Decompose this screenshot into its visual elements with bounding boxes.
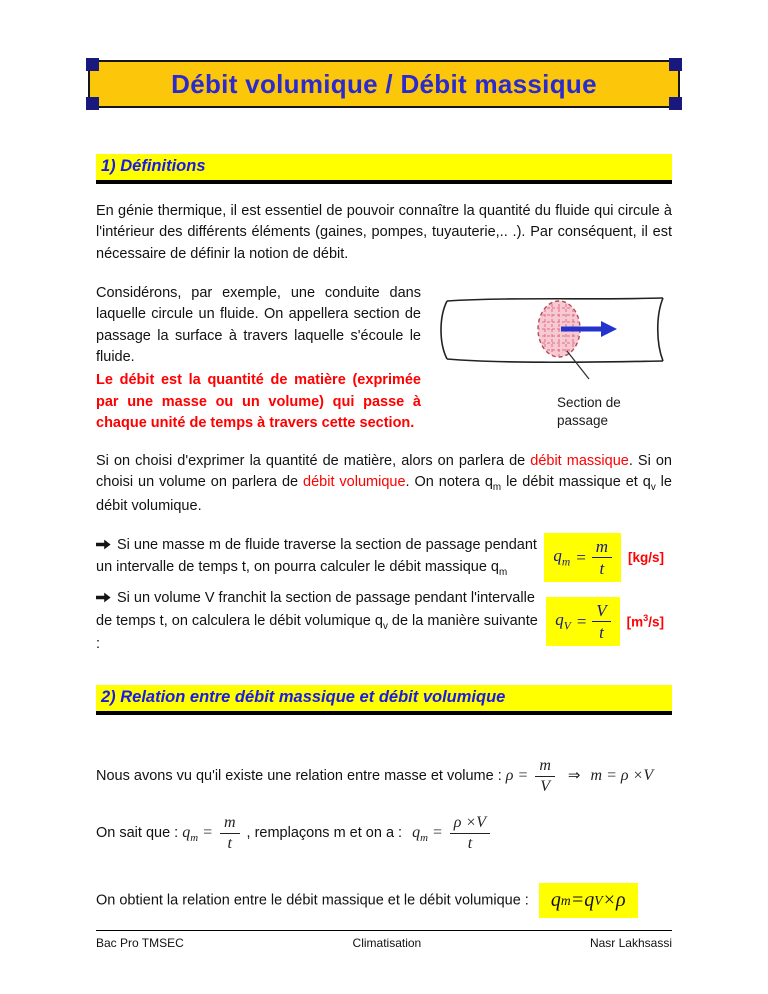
pipe-figure	[437, 283, 672, 434]
fraction: $\frac{m}{V}$	[535, 757, 555, 796]
final-formula-box: q m = q V × ρ	[539, 883, 638, 918]
text-segment: Si on choisi d'exprimer la quantité de matière, alors on parlera de	[96, 453, 531, 470]
formula-lhs: $q_m$	[553, 546, 571, 569]
fraction: $\frac{V}{t}$	[592, 601, 610, 642]
fraction: $\frac{m}{t}$	[220, 814, 240, 853]
text-segment: le débit volumique.	[96, 474, 672, 514]
conduit-paragraph: Considérons, par exemple, une conduite dans laquelle circule un fluide. On appellera section de passage la surface à travers laquelle s'écoule le fluide.	[96, 284, 421, 365]
conduit-row	[96, 283, 672, 434]
formula-qm-box	[544, 533, 621, 582]
text-segment: Nous avons vu qu'il existe une relation entre masse et volume :	[96, 768, 506, 785]
volume-flow-row	[96, 588, 672, 655]
debit-definition-paragraph: Le débit est la quantité de matière (exprimée par une masse ou un volume) qui passe à chaque unité de temps à travers cette section.	[96, 372, 421, 431]
arrow-bullet-icon	[96, 589, 111, 610]
subscript: m	[499, 567, 508, 579]
formula-lhs: $q_V$	[555, 610, 571, 633]
intro-paragraph: En génie thermique, il est essentiel de pouvoir connaître la quantité du fluide qui circule à l'intérieur des différents éléments (gaines, pompes, tuyauterie,.. .). Par conséquent, il est nécessaire de définir la notion de débit.	[96, 203, 672, 262]
quantity-choice-paragraph	[96, 451, 672, 517]
debit-massique-term: débit massique	[530, 453, 629, 470]
text-segment: de la manière suivante :	[96, 612, 538, 652]
arrow-bullet-icon	[96, 536, 111, 557]
implies-arrow: ⇒	[567, 768, 581, 785]
page-footer	[96, 930, 672, 950]
mass-flow-row	[96, 533, 672, 582]
mass-flow-bullet	[96, 535, 541, 581]
page-title: Débit volumique / Débit massique	[171, 68, 597, 99]
volume-flow-formula	[541, 597, 672, 646]
banner-corner-icon	[669, 97, 682, 110]
banner-corner-icon	[669, 58, 682, 71]
equals-sign: =	[575, 611, 588, 631]
conclusion-paragraph	[96, 883, 672, 918]
math-expression: m = ρ ×V	[590, 767, 654, 785]
section1-heading: 1) Définitions	[96, 154, 672, 184]
subscript: m	[492, 482, 502, 494]
formula-qm-inline: $q_m$ =	[182, 824, 213, 845]
text-segment: Si une masse m de fluide traverse la section de passage pendant un intervalle de temps t, on pourra calculer le débit massique q	[96, 536, 537, 576]
text-segment: . On notera q	[405, 474, 493, 491]
fraction: $\frac{m}{t}$	[592, 537, 612, 578]
equals-sign: =	[575, 547, 587, 567]
figure-label: Section de passage	[557, 394, 621, 429]
leader-line	[567, 351, 589, 379]
volume-flow-bullet	[96, 588, 541, 655]
banner-corner-icon	[86, 97, 99, 110]
fraction: $\frac{\rho \times V}{t}$	[450, 814, 490, 853]
rho-equals: ρ =	[505, 767, 529, 785]
text-segment: Si un volume V franchit la section de passage pendant l'intervalle de temps t, on calculera le débit volumique q	[96, 590, 535, 629]
footer-left: Bac Pro TMSEC	[96, 936, 184, 950]
text-segment: le débit massique et q	[501, 474, 651, 491]
formula-qv-box	[546, 597, 619, 646]
unit-m3-per-s: $[m^3/s]$	[626, 613, 664, 630]
formula-qm-rho-inline: $q_m$ =	[412, 824, 443, 845]
text-segment: On obtient la relation entre le débit massique et le débit volumique :	[96, 892, 533, 909]
text-segment: , remplaçons m et on a :	[246, 825, 407, 842]
footer-center: Climatisation	[352, 936, 422, 950]
sait-paragraph	[96, 814, 672, 853]
conduit-texts	[96, 283, 421, 434]
relation-paragraph	[96, 757, 672, 796]
title-banner	[88, 60, 680, 108]
unit-kg-per-s: [kg/s]	[627, 550, 664, 566]
subscript: v	[382, 620, 388, 632]
debit-volumique-term: débit volumique	[303, 474, 406, 491]
text-segment: On sait que :	[96, 825, 183, 842]
section2-heading: 2) Relation entre débit massique et débit volumique	[96, 685, 672, 715]
pipe-drawing	[437, 285, 672, 385]
text-segment: . Si on choisi un volume on parlera de	[96, 453, 672, 491]
footer-right: Nasr Lakhsassi	[589, 936, 672, 950]
subscript: v	[650, 482, 656, 494]
mass-flow-formula	[541, 533, 672, 582]
banner-corner-icon	[86, 58, 99, 71]
